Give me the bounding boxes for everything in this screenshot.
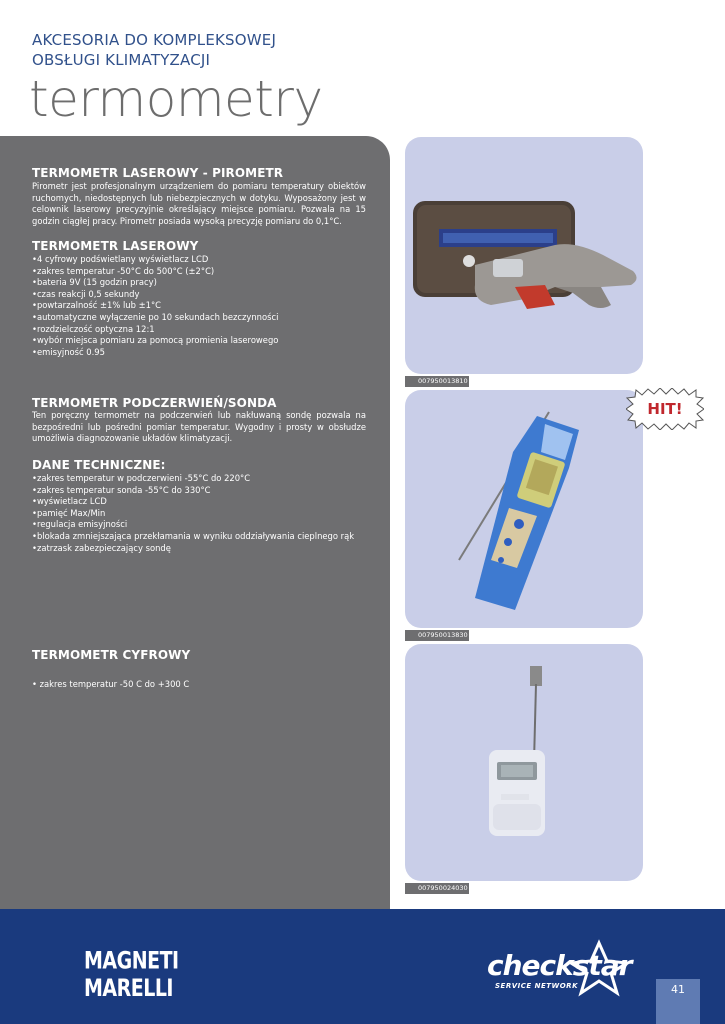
list-item: • regulacja emisyjności bbox=[32, 519, 372, 531]
pyrometer-heading: TERMOMETR LASEROWY - PIROMETR bbox=[32, 166, 284, 180]
infrared-heading: TERMOMETR PODCZERWIEŃ/SONDA bbox=[32, 396, 277, 410]
checkstar-logo bbox=[487, 939, 652, 999]
technical-heading: DANE TECHNICZNE: bbox=[32, 458, 166, 472]
list-item: • rozdzielczość optyczna 12:1 bbox=[32, 324, 372, 336]
product-photo-laser bbox=[405, 137, 643, 374]
digital-thermometer-photo-icon bbox=[405, 644, 643, 881]
list-item: • emisyjność 0.95 bbox=[32, 347, 372, 359]
digital-spec-list bbox=[32, 679, 372, 691]
laser-spec-list bbox=[32, 254, 372, 358]
product-photo-probe bbox=[405, 390, 643, 628]
infrared-description: Ten poręczny termometr na podczerwień lub nakłuwaną sondę pozwala na bezpośredni lub pośredni pomiar temperatur. Wygodny i prosty w obsłudze umożliwia diagnozowanie układów klimatyzacji. bbox=[32, 410, 366, 444]
list-item: • wybór miejsca pomiaru za pomocą promienia laserowego bbox=[32, 335, 372, 347]
magneti-marelli-logo bbox=[84, 947, 199, 1002]
laser-pyrometer-photo-icon bbox=[405, 137, 643, 374]
list-item: • zakres temperatur -50°C do 500°C (±2°C) bbox=[32, 266, 372, 278]
page-title: termometry bbox=[29, 70, 323, 128]
magneti-marelli-wordmark: MAGNETI MARELLI bbox=[84, 947, 179, 1002]
laser-heading: TERMOMETR LASEROWY bbox=[32, 239, 199, 253]
hit-badge bbox=[626, 388, 704, 430]
checkstar-tagline: SERVICE NETWORK bbox=[495, 982, 578, 990]
page-number: 41 bbox=[656, 979, 700, 1024]
list-item: • zatrzask zabezpieczający sondę bbox=[32, 543, 372, 555]
footer bbox=[0, 909, 725, 1024]
subtitle-line-1: AKCESORIA DO KOMPLEKSOWEJ bbox=[32, 31, 277, 49]
list-item: • czas reakcji 0,5 sekundy bbox=[32, 289, 372, 301]
list-item: • automatyczne wyłączenie po 10 sekundach bezczynności bbox=[32, 312, 372, 324]
product-code-digital: 007950024030 bbox=[405, 883, 469, 894]
technical-spec-list bbox=[32, 473, 372, 554]
probe-thermometer-photo-icon bbox=[405, 390, 643, 628]
checkstar-wordmark: checkstar bbox=[487, 949, 632, 982]
list-item: • pamięć Max/Min bbox=[32, 508, 372, 520]
product-code-probe: 007950013830 bbox=[405, 630, 469, 641]
product-code-laser: 007950013810 bbox=[405, 376, 469, 387]
list-item: • zakres temperatur w podczerwieni -55°C do 220°C bbox=[32, 473, 372, 485]
list-item: • bateria 9V (15 godzin pracy) bbox=[32, 277, 372, 289]
page-subtitle bbox=[32, 30, 276, 70]
product-photo-digital bbox=[405, 644, 643, 881]
pyrometer-description: Pirometr jest profesjonalnym urządzeniem do pomiaru temperatury obiektów ruchomych, niedostępnych lub niebezpiecznych w dotyku. Wyposażony jest w celownik laserowy precyzyjnie określający miejsce pomiaru. Pozwala na 15 godzin ciągłej pracy. Pirometr posiada wysoką precyzję pomiaru do 0,1°C. bbox=[32, 181, 366, 226]
digital-heading: TERMOMETR CYFROWY bbox=[32, 648, 191, 662]
list-item: • zakres temperatur -50 C do +300 C bbox=[32, 679, 372, 691]
list-item: • 4 cyfrowy podświetlany wyświetlacz LCD bbox=[32, 254, 372, 266]
list-item: • zakres temperatur sonda -55°C do 330°C bbox=[32, 485, 372, 497]
list-item: • blokada zmniejszająca przekłamania w wyniku oddziaływania cieplnego rąk bbox=[32, 531, 372, 543]
list-item: • powtarzalność ±1% lub ±1°C bbox=[32, 300, 372, 312]
hit-badge-label: HIT! bbox=[647, 400, 683, 418]
list-item: • wyświetlacz LCD bbox=[32, 496, 372, 508]
subtitle-line-2: OBSŁUGI KLIMATYZACJI bbox=[32, 51, 211, 69]
